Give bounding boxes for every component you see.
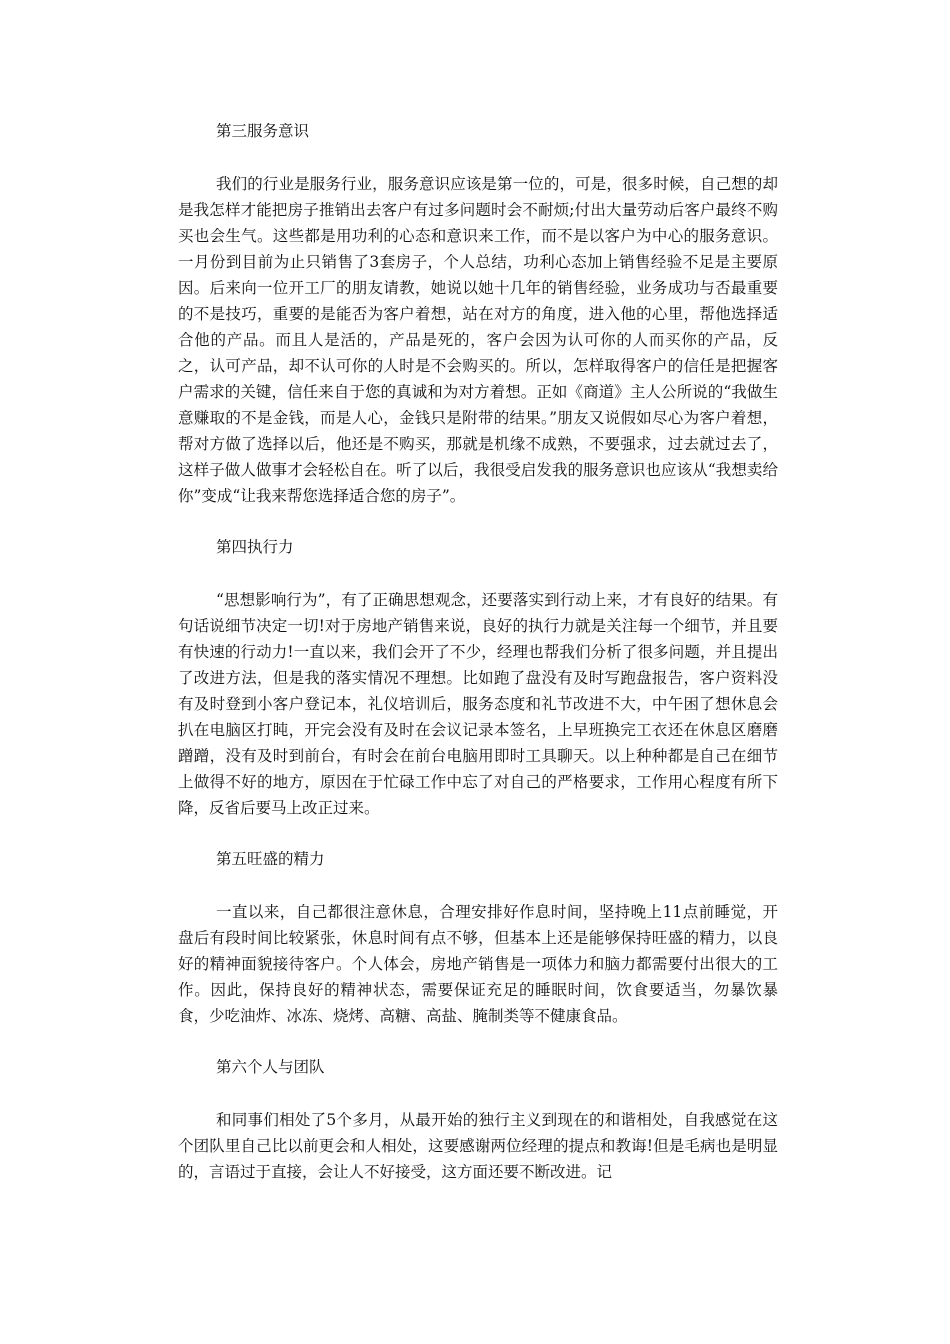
- section-paragraph-execution: “思想影响行为”，有了正确思想观念，还要落实到行动上来，才有良好的结果。有句话说细节决定一切!对于房地产销售来说，良好的执行力就是关注每一个细节，并且要有快速的行动力!一直以来，我们会开了不少，经理也帮我们分析了很多问题，并且提出了改进方法，但是我的落实情况不理想。比如跑了盘没有及时写跑盘报告，客户资料没有及时登到小客户登记本，礼仪培训后，服务态度和礼节改进不大，中午困了想休息会扒在电脑区打盹，开完会没有及时在会议记录本签名，上早班换完工衣还在休息区磨磨蹭蹭，没有及时到前台，有时会在前台电脑用即时工具聊天。以上种种都是自己在细节上做得不好的地方，原因在于忙碌工作中忘了对自己的严格要求，工作用心程度有所下降，反省后要马上改正过来。: [178, 591, 778, 817]
- section-heading-execution: 第四执行力: [216, 538, 294, 556]
- section-paragraph-energy: 一直以来，自己都很注意休息，合理安排好作息时间，坚持晚上11点前睡觉，开盘后有段时间比较紧张，休息时间有点不够，但基本上还是能够保持旺盛的精力，以良好的精神面貌接待客户。个人体会，房地产销售是一项体力和脑力都需要付出很大的工作。因此，保持良好的精神状态，需要保证充足的睡眠时间，饮食要适当，勿暴饮暴食，少吃油炸、冰冻、烧烤、高糖、高盐、腌制类等不健康食品。: [178, 903, 778, 1025]
- section-heading-team: 第六个人与团队: [216, 1058, 325, 1076]
- section-paragraph-service: 我们的行业是服务行业，服务意识应该是第一位的，可是，很多时候，自己想的却是我怎样才能把房子推销出去客户有过多问题时会不耐烦;付出大量劳动后客户最终不购买也会生气。这些都是用功利的心态和意识来工作，而不是以客户为中心的服务意识。一月份到目前为止只销售了3套房子，个人总结，功利心态加上销售经验不足是主要原因。后来向一位开工厂的朋友请教，她说以她十几年的销售经验，业务成功与否最重要的不是技巧，重要的是能否为客户着想，站在对方的角度，进入他的心里，帮他选择适合他的产品。而且人是活的，产品是死的，客户会因为认可你的人而买你的产品，反之，认可产品，却不认可你的人时是不会购买的。所以，怎样取得客户的信任是把握客户需求的关键，信任来自于您的真诚和为对方着想。正如《商道》主人公所说的“我做生意赚取的不是金钱，而是人心，金钱只是附带的结果。”朋友又说假如尽心为客户着想，帮对方做了选择以后，他还是不购买，那就是机缘不成熟，不要强求，过去就过去了，这样子做人做事才会轻松自在。听了以后，我很受启发我的服务意识也应该从“我想卖给你”变成“让我来帮您选择适合您的房子”。: [178, 175, 778, 505]
- section-heading-service: 第三服务意识: [216, 122, 310, 140]
- document-page: [178, 118, 778, 1185]
- section-paragraph-team: 和同事们相处了5个多月，从最开始的独行主义到现在的和谐相处，自我感觉在这个团队里自己比以前更会和人相处，这要感谢两位经理的提点和教诲!但是毛病也是明显的，言语过于直接，会让人不好接受，这方面还要不断改进。记: [178, 1111, 778, 1181]
- section-heading-energy: 第五旺盛的精力: [216, 850, 325, 868]
